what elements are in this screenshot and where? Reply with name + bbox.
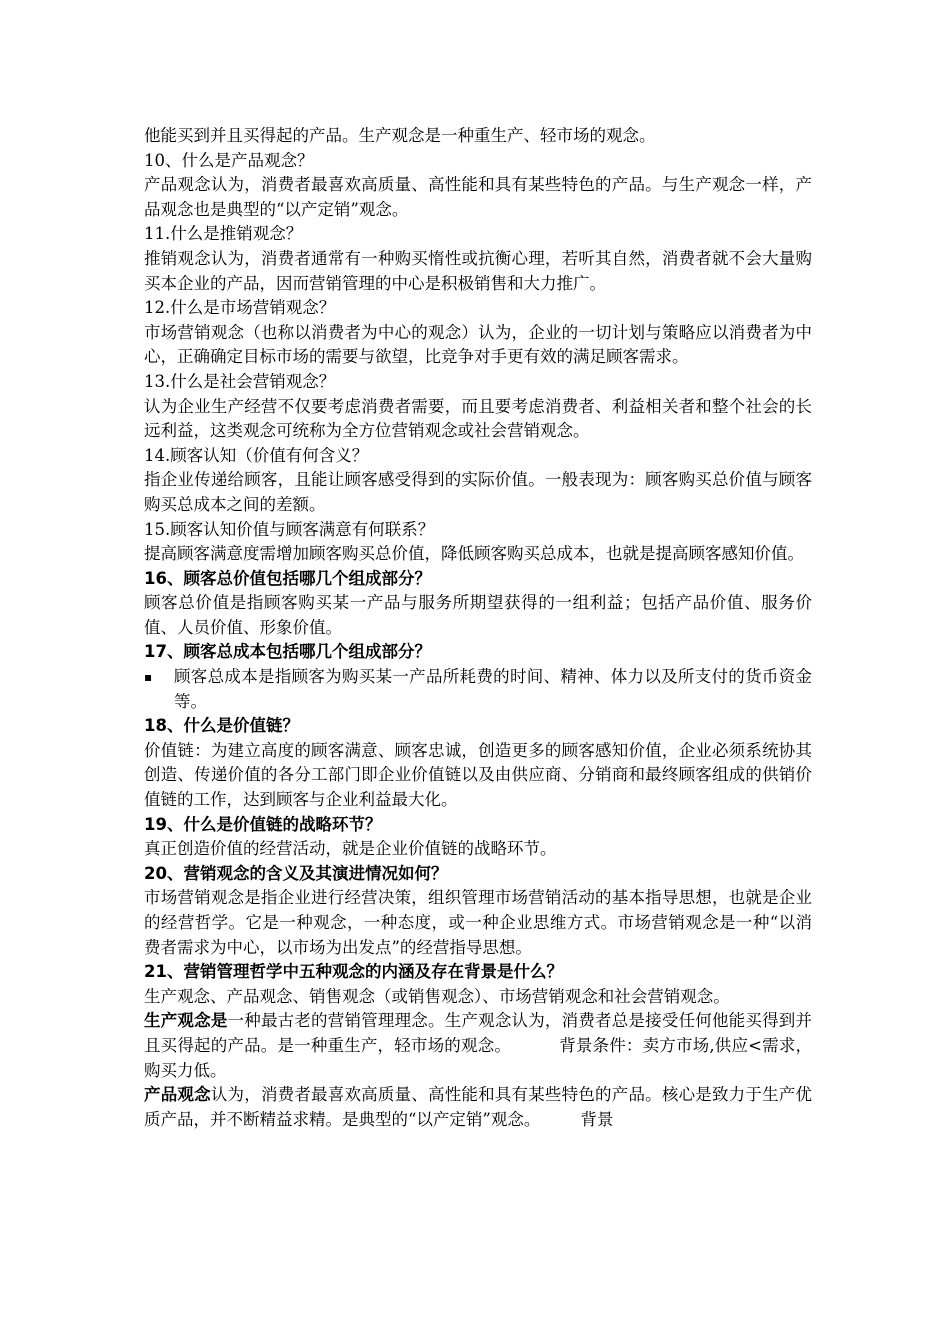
answer-13: 认为企业生产经营不仅要考虑消费者需要，而且要考虑消费者、利益相关者和整个社会的长远利益，这类观念可统称为全方位营销观念或社会营销观念。 [144, 396, 812, 441]
answer-12: 市场营销观念（也称以消费者为中心的观念）认为，企业的一切计划与策略应以消费者为中心，正确确定目标市场的需要与欲望，比竞争对手更有效的满足顾客需求。 [144, 322, 812, 367]
bullet-item [144, 665, 812, 714]
product-concept-paragraph [144, 1083, 812, 1132]
production-concept-text: 一种最古老的营销管理理念。生产观念认为，消费者总是接受任何他能买得到并且买得起的产品。是一种重生产，轻市场的观念。 [144, 1011, 813, 1055]
product-concept-term: 产品观念 [144, 1085, 211, 1105]
answer-14: 指企业传递给顾客，且能让顾客感受得到的实际价值。一般表现为：顾客购买总价值与顾客购买总成本之间的差额。 [144, 470, 812, 514]
production-concept-term: 生产观念是 [144, 1011, 228, 1031]
product-concept-background: 背景 [580, 1109, 614, 1129]
product-concept-text: 认为，消费者最喜欢高质量、高性能和具有某些特色的产品。核心是致力于生产优质产品，并不断精益求精。是典型的“以产定销”观念。 [144, 1085, 813, 1129]
question-11: 11.什么是推销观念？ [144, 224, 303, 244]
question-21: 21、营销管理哲学中五种观念的内涵及存在背景是什么？ [144, 962, 563, 982]
production-concept-paragraph [144, 1009, 812, 1083]
answer-15: 提高顾客满意度需增加顾客购买总价值，降低顾客购买总成本，也就是提高顾客感知价值。 [144, 544, 804, 564]
question-17: 17、顾客总成本包括哪几个组成部分？ [144, 642, 431, 662]
production-concept-background: 背景条件：卖方市场,供应<需求，购买力低。 [144, 1035, 813, 1080]
answer-10: 产品观念认为，消费者最喜欢高质量、高性能和具有某些特色的产品。与生产观念一样，产品观念也是典型的“以产定销”观念。 [144, 175, 812, 219]
question-13: 13.什么是社会营销观念？ [144, 371, 336, 391]
question-20: 20、营销观念的含义及其演进情况如何？ [144, 863, 448, 883]
answer-16: 顾客总价值是指顾客购买某一产品与服务所期望获得的一组利益；包括产品价值、服务价值、人员价值、形象价值。 [144, 593, 812, 637]
answer-19: 真正创造价值的经营活动，就是企业价值链的战略环节。 [144, 839, 557, 859]
bullet-icon: ▪ [144, 670, 153, 685]
question-15: 15.顾客认知价值与顾客满意有何联系？ [144, 519, 435, 539]
paragraph: 他能买到并且买得起的产品。生产观念是一种重生产、轻市场的观念。 [144, 126, 656, 145]
question-10: 10、什么是产品观念？ [144, 150, 314, 170]
document-page [144, 124, 812, 1132]
question-18: 18、什么是价值链？ [144, 716, 299, 736]
question-12: 12.什么是市场营销观念？ [144, 298, 336, 318]
answer-17: 顾客总成本是指顾客为购买某一产品所耗费的时间、精神、体力以及所支付的货币资金等。 [174, 667, 812, 711]
answer-21: 生产观念、产品观念、销售观念（或销售观念）、市场营销观念和社会营销观念。 [144, 986, 730, 1006]
answer-18: 价值链：为建立高度的顾客满意、顾客忠诚，创造更多的顾客感知价值，企业必须系统协其创造、传递价值的各分工部门即企业价值链以及由供应商、分销商和最终顾客组成的供销价值链的工作，达到顾客与企业利益最大化。 [144, 740, 812, 810]
question-16: 16、顾客总价值包括哪几个组成部分？ [144, 568, 431, 588]
question-19: 19、什么是价值链的战略环节？ [144, 814, 382, 834]
question-14: 14.顾客认知（价值有何含义？ [144, 445, 369, 465]
answer-20: 市场营销观念是指企业进行经营决策，组织管理市场营销活动的基本指导思想，也就是企业的经营哲学。它是一种观念，一种态度，或一种企业思维方式。市场营销观念是一种“以消费者需求为中心，以市场为出发点”的经营指导思想。 [144, 888, 812, 957]
answer-11: 推销观念认为，消费者通常有一种购买惰性或抗衡心理，若听其自然，消费者就不会大量购买本企业的产品，因而营销管理的中心是积极销售和大力推广。 [144, 248, 812, 293]
